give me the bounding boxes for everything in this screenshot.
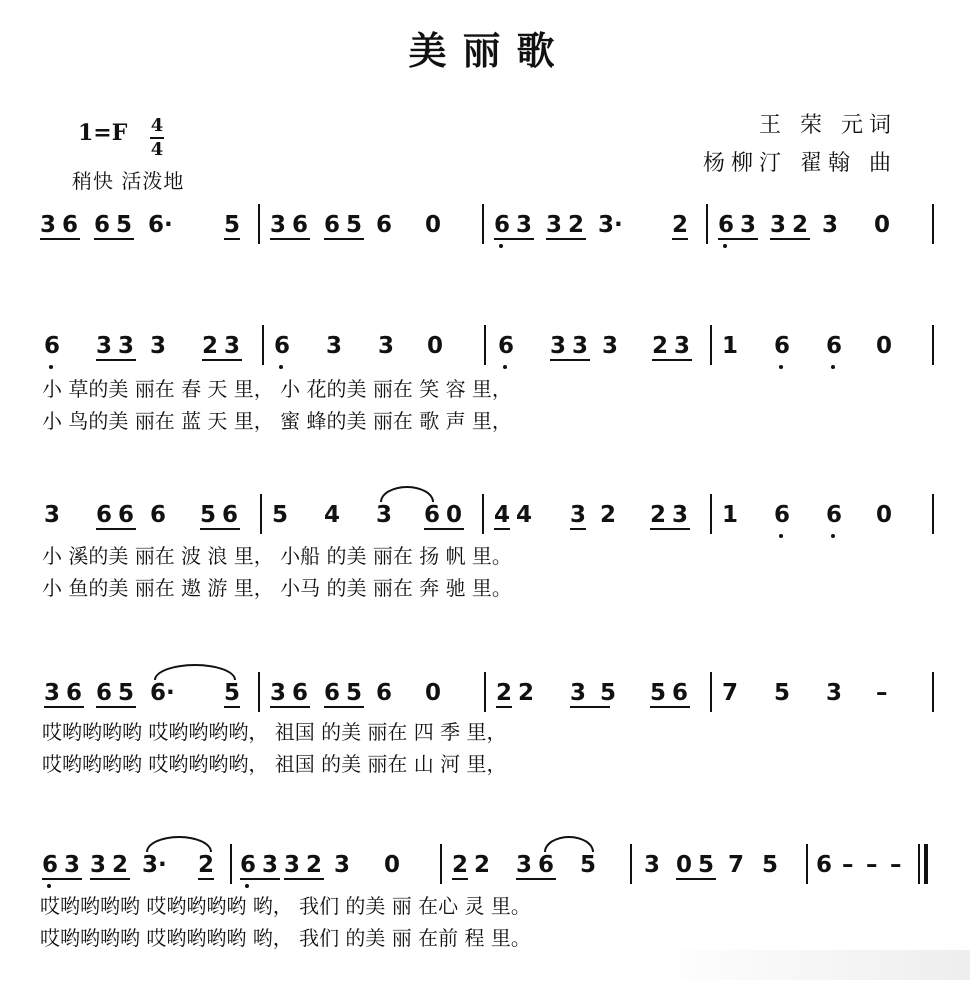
lyric-row-5-verse-2: 哎哟哟哟哟 哎哟哟哟哟 哟， 我们 的美 丽 在前 程 里。 (40, 926, 531, 950)
lyric-row-2-verse-1: 小 草的美 丽在 春 天 里， 小 花的美 丽在 笑 容 里， (42, 377, 512, 401)
lyric-row-4-verse-1: 哎哟哟哟哟 哎哟哟哟哟， 祖国 的美 丽在 四 季 里， (42, 720, 507, 744)
time-bottom: 4 (150, 139, 164, 160)
lyric-row-3-verse-1: 小 溪的美 丽在 波 浪 里， 小船 的美 丽在 扬 帆 里。 (42, 544, 512, 568)
tempo-marking: 稍快 活泼地 (72, 169, 185, 193)
lyric-row-5-verse-1: 哎哟哟哟哟 哎哟哟哟哟 哟， 我们 的美 丽 在心 灵 里。 (40, 894, 531, 918)
watermark-fade (650, 950, 970, 980)
time-top: 4 (150, 115, 164, 136)
lyricist-credit: 王 荣 元词 (759, 113, 897, 138)
time-signature (150, 116, 164, 160)
key-signature: 1=F (78, 120, 128, 146)
lyric-row-2-verse-2: 小 鸟的美 丽在 蓝 天 里， 蜜 蜂的美 丽在 歌 声 里， (42, 409, 512, 433)
composer-credit: 杨柳汀 翟翰 曲 (703, 151, 897, 176)
lyric-row-3-verse-2: 小 鱼的美 丽在 遨 游 里， 小马 的美 丽在 奔 驰 里。 (42, 576, 512, 600)
song-title: 美丽歌 (408, 28, 571, 73)
lyric-row-4-verse-2: 哎哟哟哟哟 哎哟哟哟哟， 祖国 的美 丽在 山 河 里， (42, 752, 507, 776)
